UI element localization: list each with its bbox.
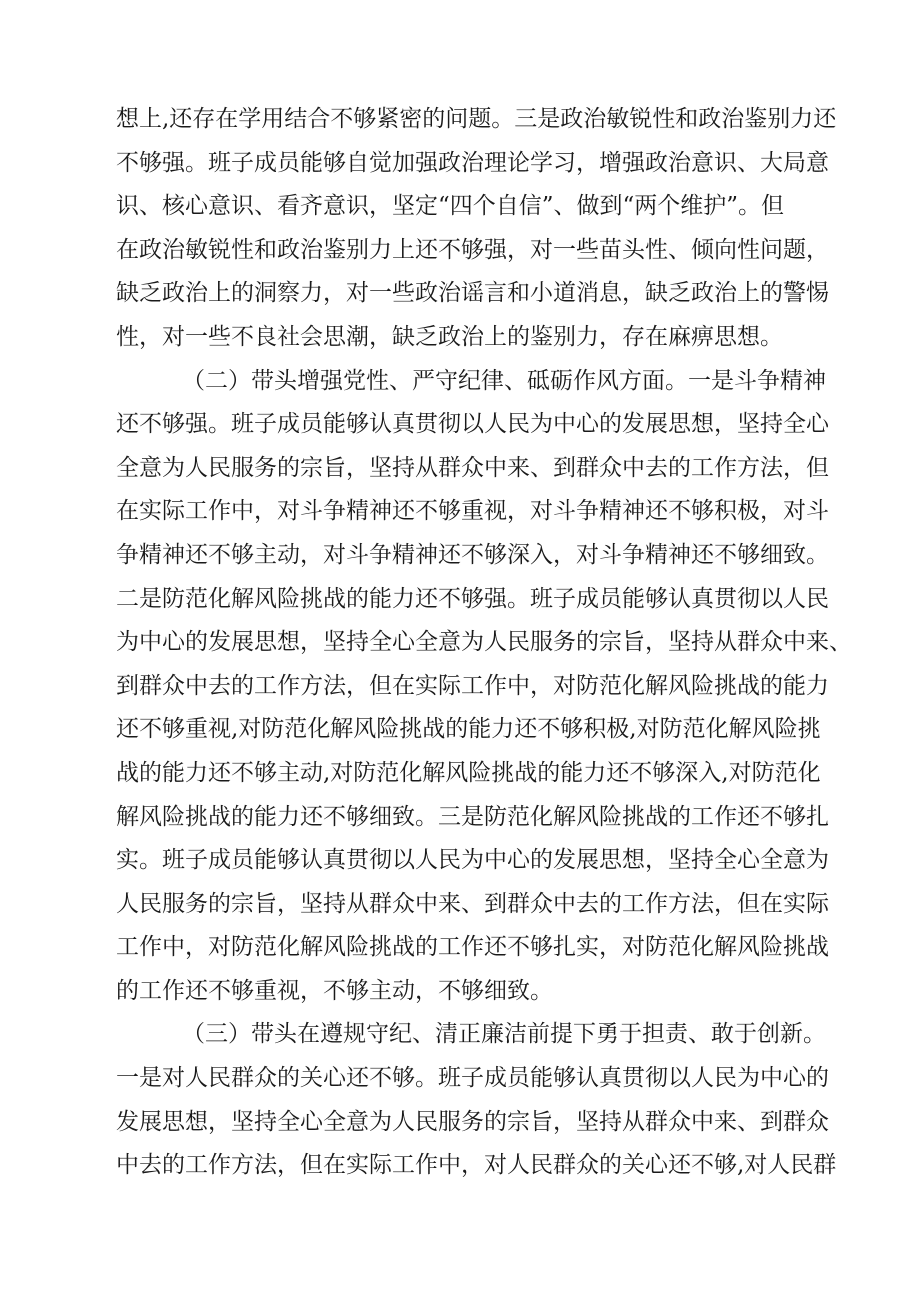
text-line: 一是对人民群众的关心还不够。班子成员能够认真贯彻以人民为中心的	[116, 1065, 829, 1092]
text-line: 到群众中去的工作方法，但在实际工作中，对防范化解风险挑战的能力	[116, 672, 829, 699]
text-line: 工作中，对防范化解风险挑战的工作还不够扎实，对防范化解风险挑战	[116, 934, 829, 961]
text-line: 不够强。班子成员能够自觉加强政治理论学习，增强政治意识、大局意	[116, 149, 829, 176]
text-line: 的工作还不够重视，不够主动，不够细致。	[116, 977, 553, 1004]
text-line: 发展思想，坚持全心全意为人民服务的宗旨，坚持从群众中来、到群众	[116, 1108, 829, 1135]
text-line: 战的能力还不够主动,对防范化解风险挑战的能力还不够深入,对防范化	[116, 759, 821, 786]
text-line: 还不够重视,对防范化解风险挑战的能力还不够积极,对防范化解风险挑	[116, 716, 821, 743]
text-line: 识、核心意识、看齐意识，坚定“四个自信”、做到“两个维护”。但	[116, 193, 785, 220]
text-line: 人民服务的宗旨，坚持从群众中来、到群众中去的工作方法，但在实际	[116, 890, 829, 917]
text-line: 全意为人民服务的宗旨，坚持从群众中来、到群众中去的工作方法，但	[116, 454, 829, 481]
text-line: 性，对一些不良社会思潮，缺乏政治上的鉴别力，存在麻痹思想。	[116, 323, 783, 350]
text-line: 二是防范化解风险挑战的能力还不够强。班子成员能够认真贯彻以人民	[116, 585, 829, 612]
text-line: 在政治敏锐性和政治鉴别力上还不够强，对一些苗头性、倾向性问题，	[116, 236, 829, 263]
text-line: 实。班子成员能够认真贯彻以人民为中心的发展思想，坚持全心全意为	[116, 847, 829, 874]
text-line: 争精神还不够主动，对斗争精神还不够深入，对斗争精神还不够细致。	[116, 541, 829, 568]
section-heading-line: （三）带头在遵规守纪、清正廉洁前提下勇于担责、敢于创新。	[182, 1021, 826, 1048]
text-line: 中去的工作方法，但在实际工作中，对人民群众的关心还不够,对人民群	[116, 1152, 837, 1179]
text-line: 还不够强。班子成员能够认真贯彻以人民为中心的发展思想，坚持全心	[116, 411, 829, 438]
body-text	[116, 98, 852, 1188]
text-line: 解风险挑战的能力还不够细致。三是防范化解风险挑战的工作还不够扎	[116, 803, 829, 830]
text-line: 缺乏政治上的洞察力，对一些政治谣言和小道消息，缺乏政治上的警惕	[116, 280, 829, 307]
text-line: 想上,还存在学用结合不够紧密的问题。三是政治敏锐性和政治鉴别力还	[116, 106, 837, 132]
text-line: 为中心的发展思想，坚持全心全意为人民服务的宗旨，坚持从群众中来、	[116, 629, 852, 656]
section-heading-line: （二）带头增强党性、严守纪律、砥砺作风方面。一是斗争精神	[182, 367, 826, 394]
text-line: 在实际工作中，对斗争精神还不够重视，对斗争精神还不够积极，对斗	[116, 498, 829, 525]
